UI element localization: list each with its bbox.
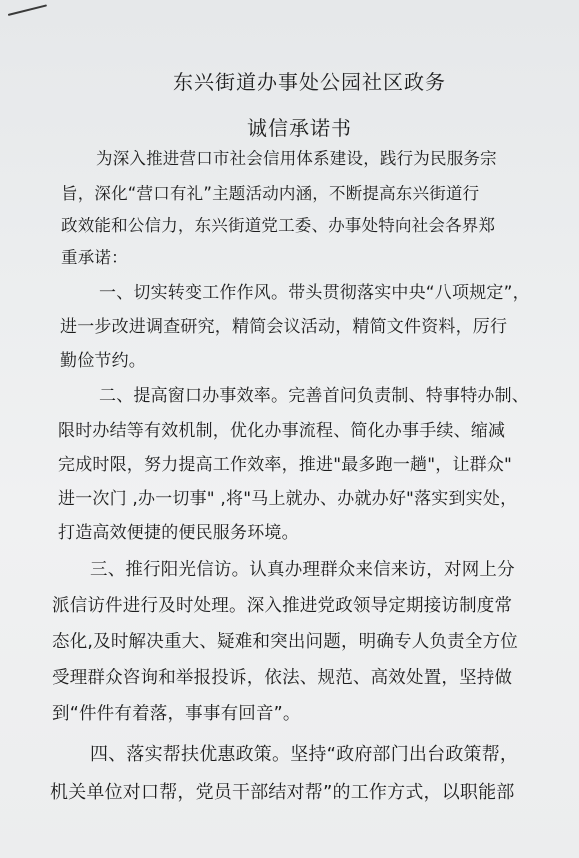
text-line: 派信访件进行及时处理。深入推进党政领导定期接访制度常 — [52, 596, 513, 616]
document-title: 东兴街道办事处公园社区政务 — [173, 70, 446, 94]
text-line: 旨，深化“营口有礼”主题活动内涵，不断提高东兴街道行 — [61, 184, 480, 203]
text-line: 三、推行阳光信访。认真办理群众来信来访，对网上分 — [90, 560, 515, 580]
text-line: 政效能和公信力，东兴街道党工委、办事处特向社会各界郑 — [61, 216, 496, 235]
text-line: 机关单位对口帮，党员干部结对帮”的工作方式，以职能部 — [50, 782, 515, 803]
text-line: 一、切实转变工作作风。带头贯彻落实中央“八项规定”， — [99, 283, 530, 303]
text-line: 到“件件有着落，事事有回音”。 — [52, 704, 301, 724]
text-line: 勤俭节约。 — [60, 351, 146, 371]
text-line: 完成时限，努力提高工作效率，推进"最多跑一趟"，让群众" — [58, 455, 513, 475]
text-line: 进一次门 ,办一切事" ,将"马上就办、办就办好"落实到实处， — [58, 489, 518, 509]
text-line: 重承诺： — [61, 248, 128, 267]
pen-mark — [8, 4, 47, 16]
text-line: 受理群众咨询和举报投诉，依法、规范、高效处置，坚持做 — [52, 668, 513, 688]
document-subtitle: 诚信承诺书 — [247, 116, 352, 140]
text-line: 进一步改进调查研究，精简会议活动，精简文件资料，厉行 — [60, 317, 508, 337]
text-line: 态化,及时解决重大、疑难和突出问题，明确专人负责全方位 — [52, 632, 518, 652]
text-line: 限时办结等有效机制，优化办事流程、简化办事手续、缩减 — [58, 421, 506, 441]
text-line: 为深入推进营口市社会信用体系建设，践行为民服务宗 — [96, 149, 497, 168]
text-line: 打造高效便捷的便民服务环境。 — [58, 523, 299, 543]
text-line: 二、提高窗口办事效率。完善首问负责制、特事特办制、 — [99, 386, 529, 406]
text-line: 四、落实帮扶优惠政策。坚持“政府部门出台政策帮， — [90, 744, 519, 765]
